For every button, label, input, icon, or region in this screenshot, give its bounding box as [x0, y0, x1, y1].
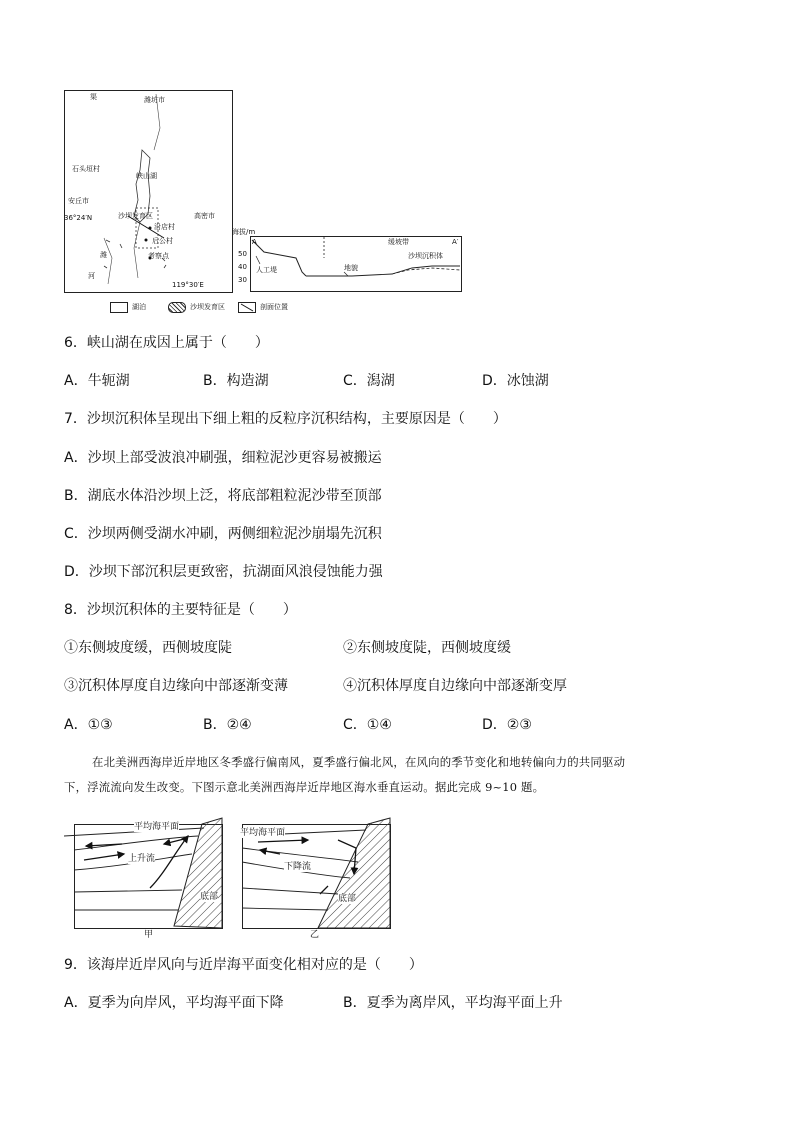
- q7-option-d: D．沙坝下部沉积层更致密，抗湖面风浪侵蚀能力强: [64, 564, 383, 580]
- q8-option-b: B．②④: [203, 717, 252, 733]
- q6-option-d: D．冰蚀湖: [482, 373, 549, 389]
- profile-bottom: 地貌: [344, 264, 358, 272]
- jia-sea-level: 平均海平面: [134, 822, 180, 832]
- map-label-lat: 36°24′N: [64, 214, 93, 222]
- legend-profile: 剖面位置: [260, 303, 288, 311]
- q6-option-c: C．潟湖: [343, 373, 395, 389]
- map-label-xindian: 沿店村: [154, 223, 175, 231]
- q8-option-a: A．①③: [64, 717, 113, 733]
- map-legend: [110, 301, 310, 313]
- jia-caption: 甲: [144, 930, 154, 940]
- q9-option-a: A．夏季为向岸风，平均海平面下降: [64, 995, 284, 1011]
- profile-y-tick-30: 30: [238, 276, 247, 284]
- passage-line-2: 下，浮流流向发生改变。下图示意北美洲西海岸近岸地区海水垂直运动。据此完成 9~10 题。: [64, 780, 545, 794]
- yi-flow: 下降流: [284, 862, 312, 872]
- profile-y-label: 海拔/m: [232, 228, 256, 236]
- q8-statement-2: ②东侧坡度陡，西侧坡度缓: [343, 640, 511, 656]
- lake-legend-swatch: [110, 302, 128, 313]
- legend-dam: 沙坝发育区: [190, 303, 225, 311]
- q8-statement-1: ①东侧坡度缓，西侧坡度陡: [64, 640, 232, 656]
- map-label-lake: 渠: [90, 93, 97, 101]
- map-label-gaomi: 高密市: [194, 212, 215, 220]
- map-label-anqiu: 安丘市: [68, 197, 89, 205]
- map-label-small2: 河: [88, 272, 95, 280]
- figure-jia-drawing: [64, 814, 234, 942]
- profile-y-tick-40: 40: [238, 263, 247, 271]
- q8-option-c: C．①④: [343, 717, 392, 733]
- jia-bottom: 底部: [200, 892, 219, 902]
- profile-drawing: [232, 228, 464, 294]
- profile-dam-body: 沙坝沉积体: [408, 252, 443, 260]
- yi-sea-level: 平均海平面: [240, 828, 286, 838]
- q8-option-d: D．②③: [482, 717, 532, 733]
- q6-option-a: A．牛轭湖: [64, 373, 130, 389]
- profile-y-tick-50: 50: [238, 250, 247, 258]
- profile-figure: [232, 228, 464, 294]
- map-drawing: [64, 88, 234, 294]
- q7-option-b: B．湖底水体沿沙坝上泛，将底部粗粒泥沙带至顶部: [64, 488, 382, 504]
- map-label-lon: 119°30′E: [172, 281, 204, 289]
- yi-bottom: 底部: [338, 894, 357, 904]
- map-label-xiashan-lake: 峡山湖: [136, 172, 157, 180]
- map-label-village2: 后公村: [152, 237, 173, 245]
- q6-stem: 6．峡山湖在成因上属于（ ）: [64, 335, 269, 351]
- figure-yi: [228, 814, 400, 942]
- map-label-small1: 潍: [100, 251, 107, 259]
- profile-embankment: 人工堤: [256, 266, 277, 274]
- q7-option-a: A．沙坝上部受波浪冲刷强，细粒泥沙更容易被搬运: [64, 450, 382, 466]
- map-label-station: 考察点: [148, 252, 169, 260]
- map-label-weifang: 潍坊市: [144, 96, 165, 104]
- map-label-shitou: 石头垣村: [72, 165, 100, 173]
- legend-lake: 湖泊: [132, 303, 146, 311]
- profile-zone-label: 缓坡带: [388, 238, 409, 246]
- jia-flow: 上升流: [128, 854, 156, 864]
- passage-line-1: 在北美洲西海岸近岸地区冬季盛行偏南风，夏季盛行偏北风，在风向的季节变化和地转偏向力的共同驱动: [92, 755, 626, 769]
- profile-left-end: A: [252, 238, 257, 246]
- profile-legend-swatch: [238, 302, 256, 313]
- q8-statement-3: ③沉积体厚度自边缘向中部逐渐变薄: [64, 678, 288, 694]
- profile-right-end: A′: [452, 238, 459, 246]
- q6-option-b: B．构造湖: [203, 373, 269, 389]
- q9-stem: 9．该海岸近岸风向与近岸海平面变化相对应的是（ ）: [64, 957, 423, 973]
- figure-jia: [64, 814, 234, 942]
- map-label-dam-area: 沙坝发育区: [118, 212, 153, 220]
- q7-option-c: C．沙坝两侧受湖水冲刷，两侧细粒泥沙崩塌先沉积: [64, 526, 382, 542]
- q9-option-b: B．夏季为离岸风，平均海平面上升: [343, 995, 563, 1011]
- map-figure: [64, 88, 234, 294]
- q7-stem: 7．沙坝沉积体呈现出下细上粗的反粒序沉积结构，主要原因是（ ）: [64, 411, 507, 427]
- yi-caption: 乙: [310, 930, 320, 940]
- q8-statement-4: ④沉积体厚度自边缘向中部逐渐变厚: [343, 678, 567, 694]
- dam-legend-swatch: [168, 302, 186, 313]
- q8-stem: 8．沙坝沉积体的主要特征是（ ）: [64, 602, 297, 618]
